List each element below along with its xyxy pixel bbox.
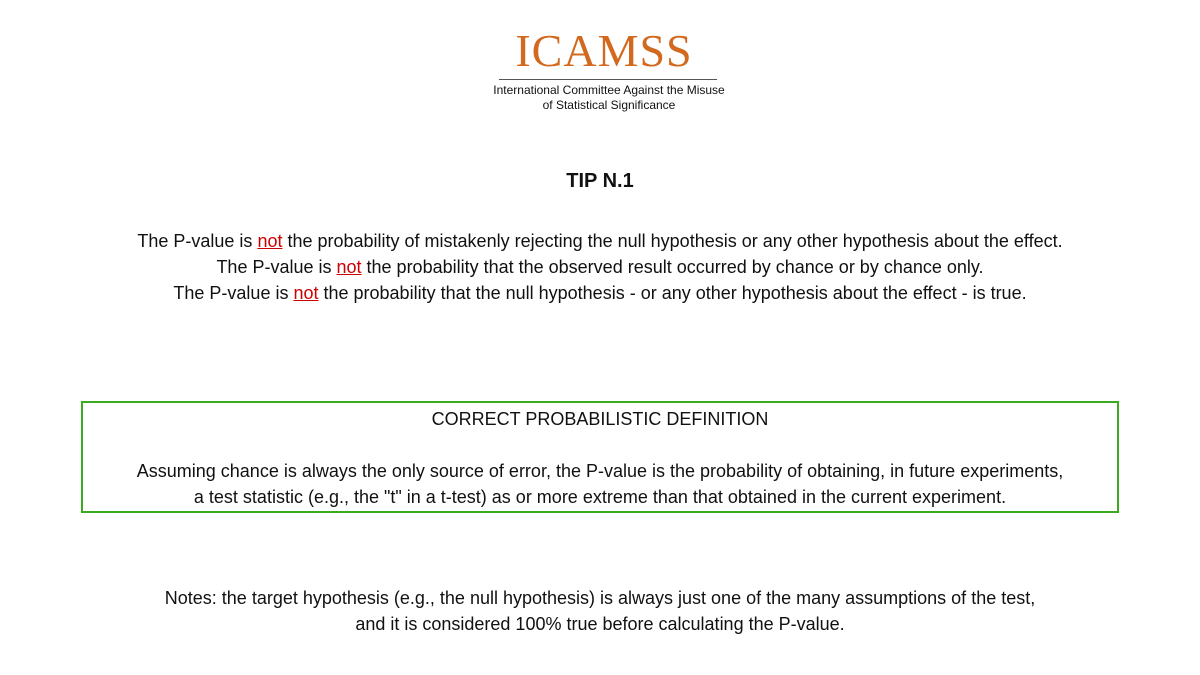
- logo-subtitle-line-2: of Statistical Significance: [542, 98, 676, 112]
- statement-2-negation: not: [336, 257, 362, 277]
- definition-title: CORRECT PROBABILISTIC DEFINITION: [431, 409, 769, 429]
- definition-line-2: a test statistic (e.g., the "t" in a t-test) as or more extreme than that obtained in the current experiment.: [193, 487, 1007, 507]
- statement-1-suffix: the probability of mistakenly rejecting the null hypothesis or any other hypothesis about the effect.: [282, 231, 1063, 251]
- statement-2-suffix: the probability that the observed result occurred by chance or by chance only.: [361, 257, 984, 277]
- statement-1-negation: not: [257, 231, 283, 251]
- logo-title: ICAMSS: [515, 25, 693, 76]
- definition-box: [81, 401, 1119, 513]
- statement-3-suffix: the probability that the null hypothesis - or any other hypothesis about the effect - is true.: [318, 283, 1027, 303]
- logo-subtitle-line-1: International Committee Against the Misuse: [493, 83, 725, 97]
- logo-divider: [499, 79, 717, 80]
- statement-1-prefix: The P-value is: [137, 231, 258, 251]
- statement-2: [0, 254, 1200, 280]
- icamss-logo: [0, 26, 1200, 113]
- misconception-statements: [0, 228, 1200, 306]
- statement-3: [0, 280, 1200, 306]
- definition-body: [83, 458, 1117, 510]
- statement-1: [0, 228, 1200, 254]
- notes: [0, 585, 1200, 637]
- statement-3-prefix: The P-value is: [173, 283, 294, 303]
- statement-2-prefix: The P-value is: [216, 257, 337, 277]
- definition-line-1: Assuming chance is always the only source of error, the P-value is the probability of obtaining, in future experiments,: [136, 461, 1064, 481]
- notes-line-2: and it is considered 100% true before calculating the P-value.: [355, 614, 845, 634]
- notes-line-1: Notes: the target hypothesis (e.g., the null hypothesis) is always just one of the many assumptions of the test,: [164, 588, 1036, 608]
- tip-title: TIP N.1: [566, 170, 634, 192]
- statement-3-negation: not: [293, 283, 319, 303]
